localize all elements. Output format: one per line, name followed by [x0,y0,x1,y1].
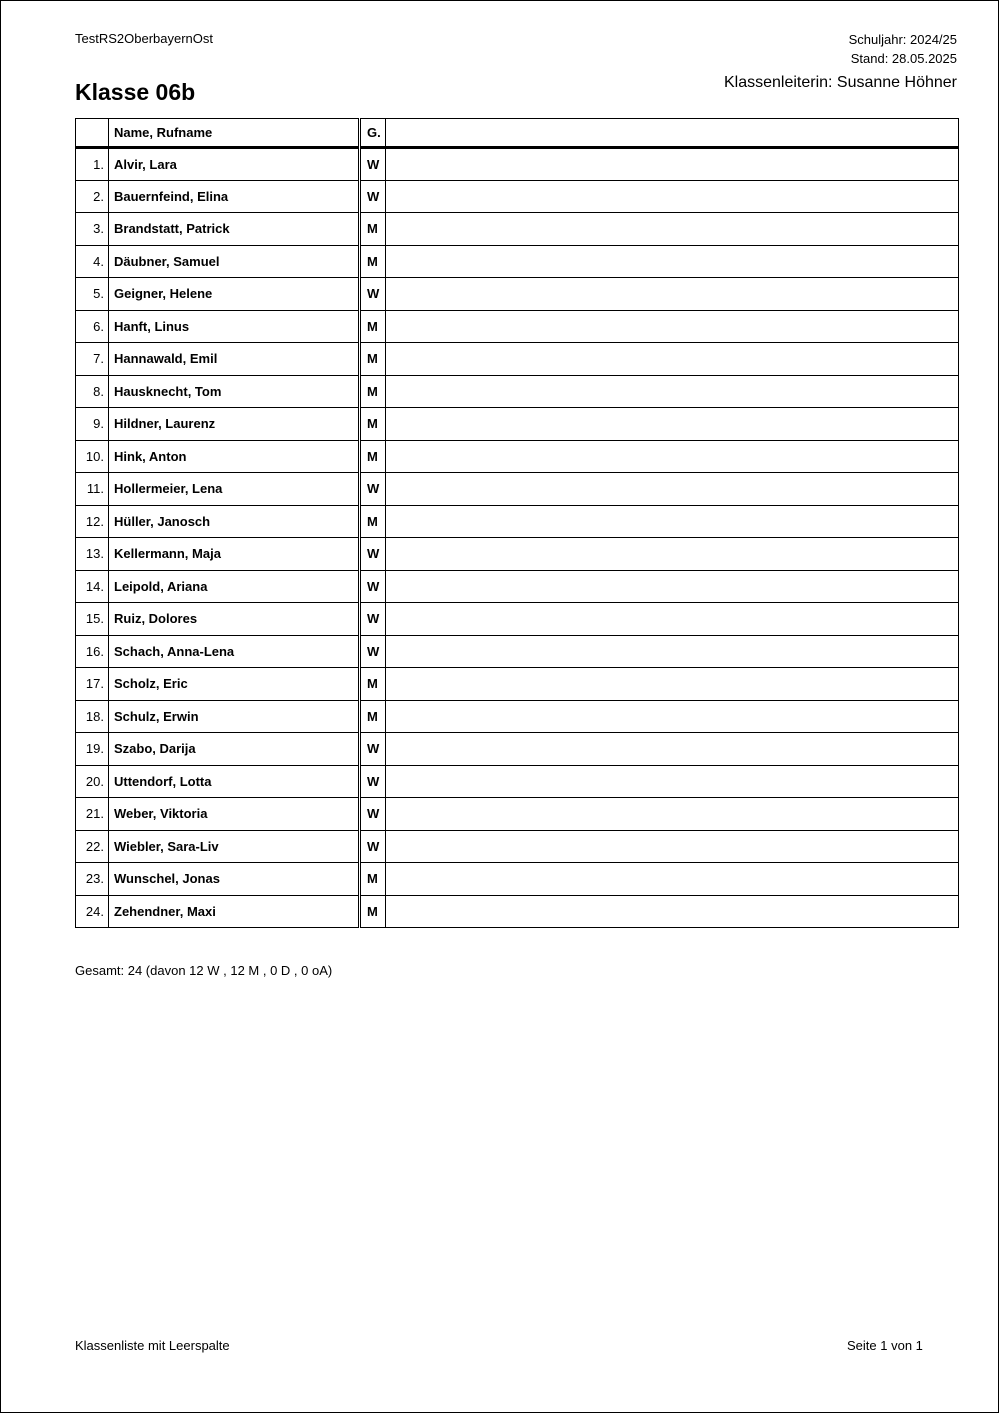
empty-cell [386,375,959,408]
empty-cell [386,440,959,473]
table-row [76,343,959,376]
student-gender: W [360,148,386,181]
student-name: Schulz, Erwin [109,700,360,733]
row-number: 20. [76,765,109,798]
row-number: 22. [76,830,109,863]
empty-cell [386,245,959,278]
student-name: Szabo, Darija [109,733,360,766]
header-number [76,119,109,148]
student-gender: M [360,668,386,701]
table-row [76,733,959,766]
student-name: Ruiz, Dolores [109,603,360,636]
row-number: 18. [76,700,109,733]
student-gender: M [360,505,386,538]
footer-report-name: Klassenliste mit Leerspalte [75,1338,230,1353]
student-gender: W [360,603,386,636]
empty-cell [386,148,959,181]
table-row [76,700,959,733]
student-name: Weber, Viktoria [109,798,360,831]
student-gender: M [360,375,386,408]
table-row [76,473,959,506]
school-year: Schuljahr: 2024/25 [848,32,957,47]
row-number: 12. [76,505,109,538]
student-name: Geigner, Helene [109,278,360,311]
student-gender: W [360,570,386,603]
row-number: 4. [76,245,109,278]
table-row [76,245,959,278]
student-gender: W [360,635,386,668]
row-number: 15. [76,603,109,636]
student-name: Wunschel, Jonas [109,863,360,896]
table-row [76,765,959,798]
student-name: Uttendorf, Lotta [109,765,360,798]
total-summary: Gesamt: 24 (davon 12 W , 12 M , 0 D , 0 oA) [75,963,333,978]
empty-cell [386,180,959,213]
table-row [76,440,959,473]
table-row [76,505,959,538]
empty-cell [386,830,959,863]
empty-cell [386,310,959,343]
table-row [76,830,959,863]
page-title: Klasse 06b [75,79,196,105]
student-gender: W [360,733,386,766]
student-gender: M [360,895,386,928]
row-number: 1. [76,148,109,181]
student-name: Wiebler, Sara-Liv [109,830,360,863]
row-number: 3. [76,213,109,246]
student-name: Hausknecht, Tom [109,375,360,408]
student-gender: W [360,180,386,213]
school-name: TestRS2OberbayernOst [75,31,214,46]
student-gender: M [360,343,386,376]
row-number: 2. [76,180,109,213]
report-date: Stand: 28.05.2025 [850,51,957,66]
table-row [76,570,959,603]
row-number: 17. [76,668,109,701]
table-row [76,310,959,343]
student-gender: M [360,213,386,246]
row-number: 7. [76,343,109,376]
student-name: Hannawald, Emil [109,343,360,376]
empty-cell [386,798,959,831]
table-row [76,863,959,896]
student-name: Hink, Anton [109,440,360,473]
row-number: 6. [76,310,109,343]
empty-cell [386,570,959,603]
empty-cell [386,213,959,246]
student-name: Hildner, Laurenz [109,408,360,441]
header-meta [849,30,957,68]
student-name: Alvir, Lara [109,148,360,181]
empty-cell [386,603,959,636]
empty-cell [386,895,959,928]
student-name: Zehendner, Maxi [109,895,360,928]
empty-cell [386,635,959,668]
student-gender: W [360,538,386,571]
empty-cell [386,733,959,766]
empty-cell [386,765,959,798]
student-gender: M [360,863,386,896]
student-gender: W [360,765,386,798]
header-name: Name, Rufname [109,119,360,148]
student-name: Kellermann, Maja [109,538,360,571]
student-name: Bauernfeind, Elina [109,180,360,213]
student-name: Leipold, Ariana [109,570,360,603]
row-number: 9. [76,408,109,441]
row-number: 21. [76,798,109,831]
empty-cell [386,700,959,733]
footer-page-number: Seite 1 von 1 [847,1338,923,1353]
row-number: 19. [76,733,109,766]
student-name: Scholz, Eric [109,668,360,701]
class-teacher: Klassenleiterin: Susanne Höhner [723,74,957,91]
student-name: Däubner, Samuel [109,245,360,278]
student-gender: W [360,798,386,831]
student-name: Hollermeier, Lena [109,473,360,506]
student-name: Schach, Anna-Lena [109,635,360,668]
student-gender: M [360,408,386,441]
student-name: Brandstatt, Patrick [109,213,360,246]
row-number: 10. [76,440,109,473]
empty-cell [386,538,959,571]
header-gender: G. [360,119,386,148]
student-name: Hanft, Linus [109,310,360,343]
table-row [76,408,959,441]
empty-cell [386,863,959,896]
student-gender: M [360,440,386,473]
empty-cell [386,278,959,311]
empty-cell [386,668,959,701]
empty-cell [386,473,959,506]
row-number: 24. [76,895,109,928]
student-gender: M [360,700,386,733]
roster-body [76,148,959,928]
student-gender: M [360,310,386,343]
row-number: 16. [76,635,109,668]
row-number: 8. [76,375,109,408]
table-row [76,375,959,408]
table-row [76,603,959,636]
table-row [76,635,959,668]
table-row [76,798,959,831]
row-number: 13. [76,538,109,571]
student-name: Hüller, Janosch [109,505,360,538]
header-empty-column [386,119,959,148]
row-number: 5. [76,278,109,311]
table-row [76,148,959,181]
student-gender: W [360,830,386,863]
student-gender: W [360,278,386,311]
table-row [76,213,959,246]
empty-cell [386,505,959,538]
row-number: 23. [76,863,109,896]
table-row [76,538,959,571]
table-row [76,668,959,701]
empty-cell [386,343,959,376]
table-row [76,180,959,213]
empty-cell [386,408,959,441]
table-row [76,895,959,928]
student-gender: M [360,245,386,278]
table-header-row [76,119,959,148]
class-roster-table [75,118,959,928]
student-gender: W [360,473,386,506]
row-number: 14. [76,570,109,603]
table-row [76,278,959,311]
row-number: 11. [76,473,109,506]
